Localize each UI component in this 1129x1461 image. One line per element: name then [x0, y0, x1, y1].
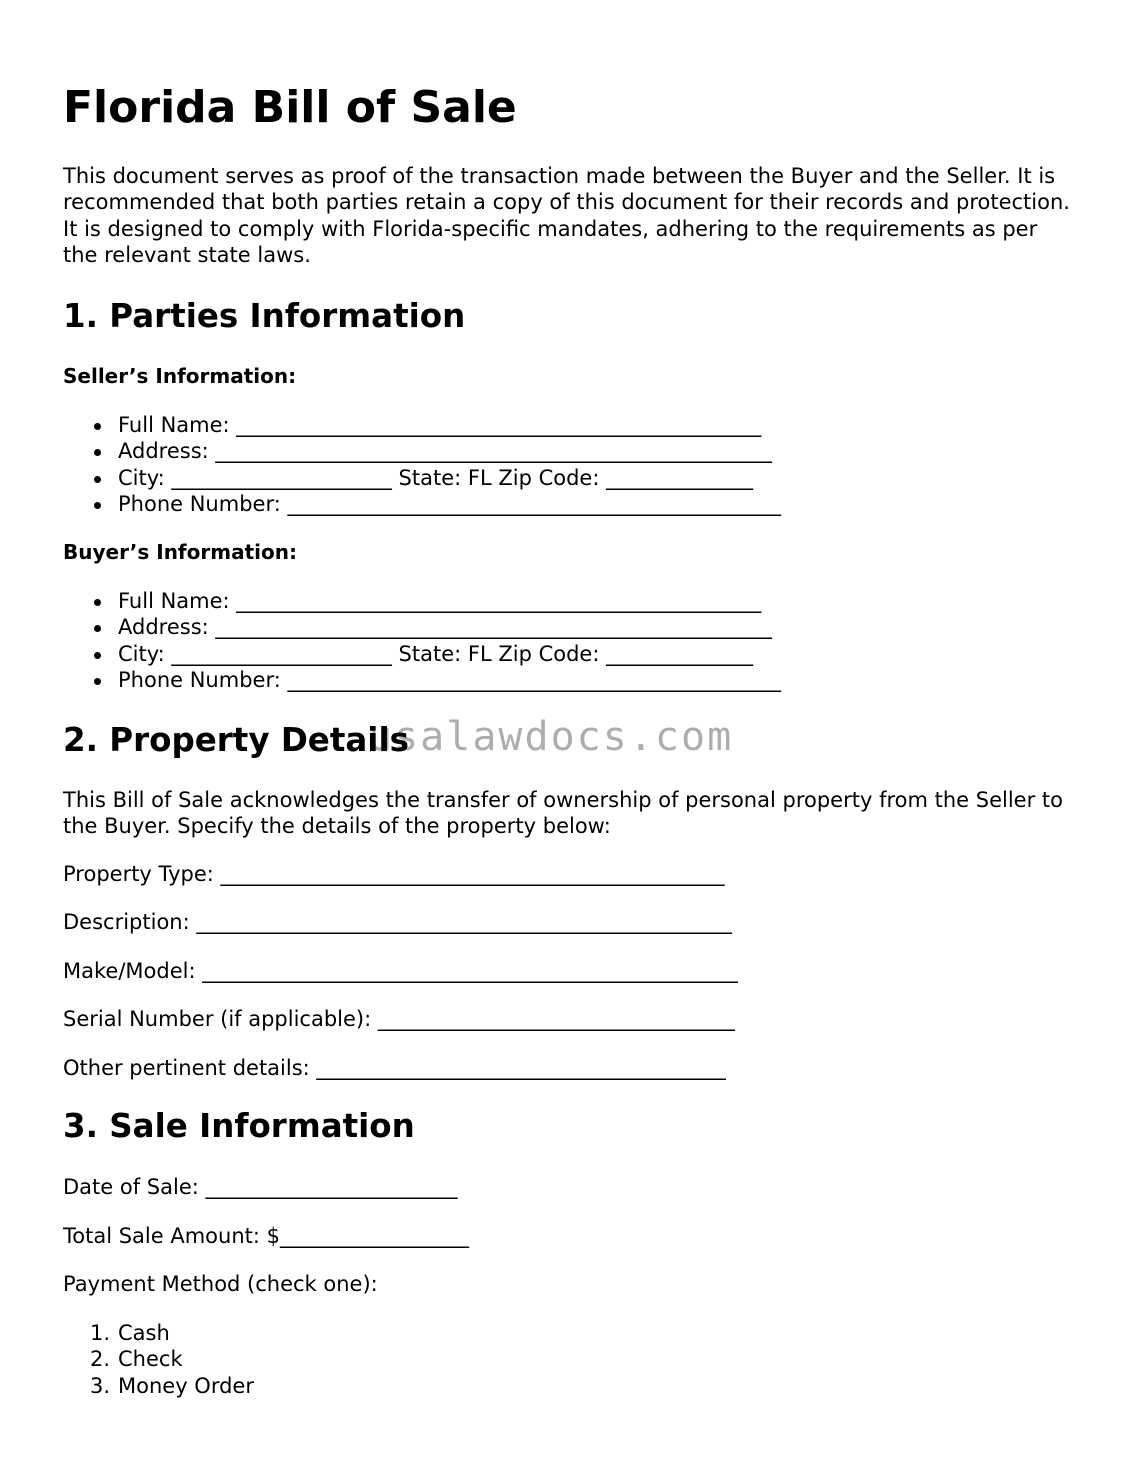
- buyer-address-field[interactable]: Address: _____________________________________________________: [63, 614, 781, 640]
- buyer-phone-field[interactable]: Phone Number: _______________________________________________: [63, 667, 781, 693]
- list-number: 3.: [90, 1373, 111, 1398]
- section-sale-heading: 3. Sale Information: [63, 1107, 415, 1145]
- date-of-sale-field[interactable]: Date of Sale: ________________________: [63, 1175, 458, 1199]
- description-field[interactable]: Description: ___________________________________________________: [63, 910, 732, 934]
- payment-option-money-order[interactable]: [63, 1373, 254, 1399]
- seller-info-heading: Seller’s Information:: [63, 364, 297, 388]
- document-title: Florida Bill of Sale: [63, 82, 517, 133]
- watermark: usalawdocs.com: [368, 714, 734, 760]
- payment-option-cash[interactable]: [63, 1320, 254, 1346]
- buyer-full-name-field[interactable]: Full Name: __________________________________________________: [63, 588, 781, 614]
- make-model-field[interactable]: Make/Model: ___________________________________________________: [63, 959, 738, 983]
- seller-full-name-field[interactable]: Full Name: __________________________________________________: [63, 412, 781, 438]
- section-parties-heading: 1. Parties Information: [63, 297, 466, 335]
- payment-method-label: Payment Method (check one):: [63, 1272, 378, 1296]
- seller-fields: [63, 412, 781, 517]
- seller-address-field[interactable]: Address: _____________________________________________________: [63, 438, 781, 464]
- property-type-field[interactable]: Property Type: ________________________________________________: [63, 862, 725, 886]
- section-property-heading: 2. Property Details: [63, 721, 409, 759]
- buyer-city-state-zip-field[interactable]: City: _____________________ State: FL Zip Code: ______________: [63, 641, 781, 667]
- payment-option-check[interactable]: [63, 1346, 254, 1372]
- seller-city-state-zip-field[interactable]: City: _____________________ State: FL Zip Code: ______________: [63, 465, 781, 491]
- list-number: 1.: [90, 1321, 111, 1345]
- payment-option-label: Cash: [118, 1321, 170, 1345]
- list-number: 2.: [90, 1347, 111, 1372]
- other-details-field[interactable]: Other pertinent details: _______________________________________: [63, 1056, 726, 1080]
- payment-method-list: [63, 1320, 254, 1399]
- seller-phone-field[interactable]: Phone Number: _______________________________________________: [63, 491, 781, 517]
- total-sale-amount-field[interactable]: Total Sale Amount: $__________________: [63, 1224, 469, 1248]
- property-intro: This Bill of Sale acknowledges the transfer of ownership of personal property from the Seller to the Buyer. Specify the details of the property below:: [63, 788, 1063, 839]
- payment-option-label: Check: [118, 1347, 183, 1372]
- payment-option-label: Money Order: [118, 1373, 254, 1398]
- intro-paragraph: This document serves as proof of the transaction made between the Buyer and the Seller. It is recommended that both parties retain a copy of this document for their records and protection. It is designed to comply with Florida-specific mandates, adhering to the requirements as per the relevant state laws.: [63, 164, 1070, 267]
- buyer-info-heading: Buyer’s Information:: [63, 540, 297, 564]
- buyer-fields: [63, 588, 781, 693]
- serial-number-field[interactable]: Serial Number (if applicable): __________________________________: [63, 1007, 735, 1031]
